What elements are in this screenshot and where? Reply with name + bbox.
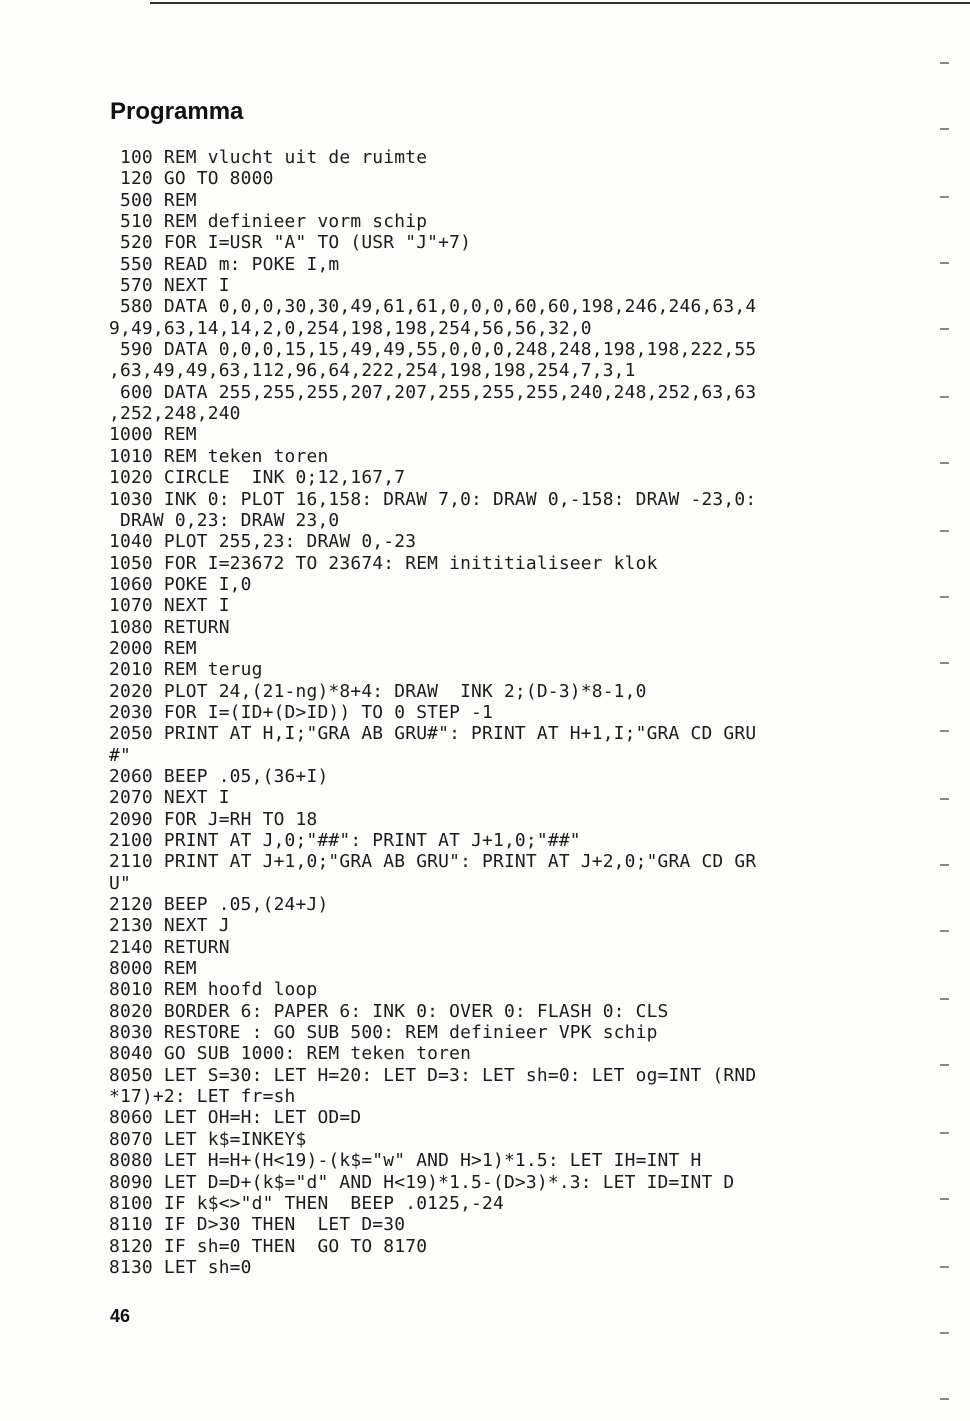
code-line: 570 NEXT I bbox=[109, 275, 230, 297]
code-line: 1010 REM teken toren bbox=[109, 445, 329, 467]
code-line: 8040 GO SUB 1000: REM teken toren bbox=[109, 1043, 472, 1065]
top-rule bbox=[150, 2, 970, 4]
margin-tick bbox=[940, 730, 949, 732]
code-line: 8000 REM bbox=[109, 958, 197, 980]
code-line: 2020 PLOT 24,(21-ng)*8+4: DRAW INK 2;(D-3)*8-1,0 bbox=[109, 680, 647, 702]
code-line: 8060 LET OH=H: LET OD=D bbox=[109, 1107, 362, 1129]
code-line: 500 REM bbox=[109, 189, 197, 211]
page-number: 46 bbox=[110, 1306, 131, 1326]
code-line: 8070 LET k$=INKEY$ bbox=[109, 1128, 307, 1150]
margin-tick bbox=[940, 128, 949, 130]
margin-tick bbox=[940, 328, 949, 330]
code-line: 8020 BORDER 6: PAPER 6: INK 0: OVER 0: FLASH 0: CLS bbox=[109, 1000, 669, 1022]
code-line: 8120 IF sh=0 THEN GO TO 8170 bbox=[109, 1235, 428, 1257]
margin-tick bbox=[940, 396, 949, 398]
margin-tick bbox=[940, 1064, 949, 1066]
code-line: 2110 PRINT AT J+1,0;"GRA AB GRU": PRINT AT J+2,0;"GRA CD GR bbox=[109, 851, 757, 873]
code-line: 8090 LET D=D+(k$="d" AND H<19)*1.5-(D>3)*.3: LET ID=INT D bbox=[109, 1171, 735, 1193]
code-line: 600 DATA 255,255,255,207,207,255,255,255,240,248,252,63,63 bbox=[109, 381, 757, 403]
code-line: 1020 CIRCLE INK 0;12,167,7 bbox=[109, 467, 406, 489]
code-line: 2090 FOR J=RH TO 18 bbox=[109, 808, 318, 830]
code-line: U" bbox=[109, 872, 131, 894]
code-line: 520 FOR I=USR "A" TO (USR "J"+7) bbox=[109, 232, 472, 254]
margin-tick bbox=[940, 864, 949, 866]
code-line: 1070 NEXT I bbox=[109, 595, 230, 617]
code-line: #" bbox=[109, 744, 131, 766]
code-line: 8130 LET sh=0 bbox=[109, 1256, 252, 1278]
code-line: 2000 REM bbox=[109, 637, 197, 659]
code-line: 8080 LET H=H+(H<19)-(k$="w" AND H>1)*1.5: LET IH=INT H bbox=[109, 1150, 702, 1172]
code-line: 8100 IF k$<>"d" THEN BEEP .0125,-24 bbox=[109, 1192, 504, 1214]
code-line: 1040 PLOT 255,23: DRAW 0,-23 bbox=[109, 531, 417, 553]
code-line: 2010 REM terug bbox=[109, 659, 263, 681]
code-line: *17)+2: LET fr=sh bbox=[109, 1086, 296, 1108]
code-line: 2060 BEEP .05,(36+I) bbox=[109, 765, 329, 787]
code-line: 1030 INK 0: PLOT 16,158: DRAW 7,0: DRAW 0,-158: DRAW -23,0: bbox=[109, 488, 757, 510]
code-line: 510 REM definieer vorm schip bbox=[109, 211, 428, 233]
margin-tick bbox=[940, 1132, 949, 1134]
code-line: 8030 RESTORE : GO SUB 500: REM definieer VPK schip bbox=[109, 1022, 658, 1044]
margin-tick bbox=[940, 1266, 949, 1268]
code-line: 9,49,63,14,14,2,0,254,198,198,254,56,56,32,0 bbox=[109, 317, 592, 339]
margin-tick bbox=[940, 62, 949, 64]
code-line: ,252,248,240 bbox=[109, 403, 241, 425]
code-line: 8050 LET S=30: LET H=20: LET D=3: LET sh=0: LET og=INT (RND bbox=[109, 1064, 757, 1086]
code-line: 100 REM vlucht uit de ruimte bbox=[109, 147, 428, 168]
margin-tick bbox=[940, 1332, 949, 1334]
margin-tick bbox=[940, 596, 949, 598]
margin-tick bbox=[940, 930, 949, 932]
code-line: 2140 RETURN bbox=[109, 936, 230, 958]
code-line: 1050 FOR I=23672 TO 23674: REM inititialiseer klok bbox=[109, 552, 658, 574]
code-line: ,63,49,49,63,112,96,64,222,254,198,198,254,7,3,1 bbox=[109, 360, 636, 382]
code-line: 550 READ m: POKE I,m bbox=[109, 253, 340, 275]
code-line: 120 GO TO 8000 bbox=[109, 168, 274, 190]
margin-tick bbox=[940, 798, 949, 800]
code-line: 1080 RETURN bbox=[109, 616, 230, 638]
margin-tick bbox=[940, 1198, 949, 1200]
code-line: 8010 REM hoofd loop bbox=[109, 979, 318, 1001]
margin-tick bbox=[940, 462, 949, 464]
code-line: 590 DATA 0,0,0,15,15,49,49,55,0,0,0,248,248,198,198,222,55 bbox=[109, 339, 757, 361]
code-line: 2120 BEEP .05,(24+J) bbox=[109, 894, 329, 916]
code-line: 580 DATA 0,0,0,30,30,49,61,61,0,0,0,60,60,198,246,246,63,4 bbox=[109, 296, 757, 318]
code-line: 1000 REM bbox=[109, 424, 197, 446]
margin-tick bbox=[940, 196, 949, 198]
margin-tick bbox=[940, 1398, 949, 1400]
margin-tick bbox=[940, 998, 949, 1000]
code-line: 2130 NEXT J bbox=[109, 915, 230, 937]
page-heading: Programma bbox=[110, 98, 244, 125]
code-line: 1060 POKE I,0 bbox=[109, 573, 252, 595]
margin-tick bbox=[940, 530, 949, 532]
code-line: 2100 PRINT AT J,0;"##": PRINT AT J+1,0;"##" bbox=[109, 830, 581, 851]
margin-tick bbox=[940, 662, 949, 664]
code-line: 2030 FOR I=(ID+(D>ID)) TO 0 STEP -1 bbox=[109, 701, 493, 723]
margin-tick bbox=[940, 262, 949, 264]
program-listing bbox=[109, 147, 756, 1278]
code-line: 2050 PRINT AT H,I;"GRA AB GRU#": PRINT AT H+1,I;"GRA CD GRU bbox=[109, 723, 757, 745]
code-line: 2070 NEXT I bbox=[109, 787, 230, 809]
code-line: 8110 IF D>30 THEN LET D=30 bbox=[109, 1214, 406, 1236]
code-line: DRAW 0,23: DRAW 23,0 bbox=[109, 509, 340, 531]
